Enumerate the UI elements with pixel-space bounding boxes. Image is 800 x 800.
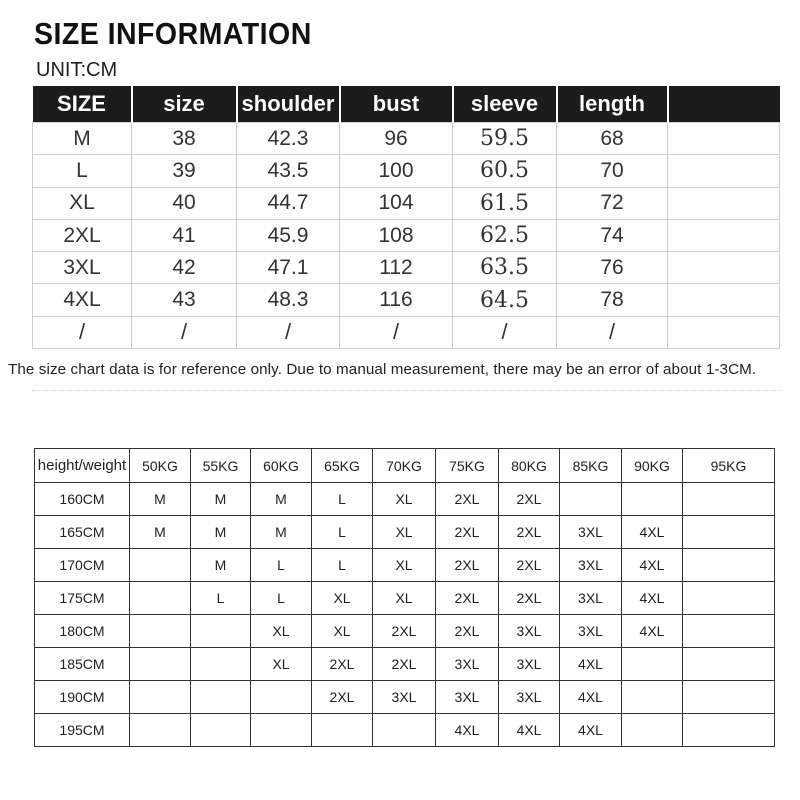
table-cell [668, 252, 780, 284]
table-cell [130, 582, 191, 615]
table-cell: 2XL [312, 681, 373, 714]
table-cell: / [340, 316, 453, 348]
table-cell [251, 714, 312, 747]
table-cell [683, 681, 775, 714]
table-cell: 44.7 [237, 187, 340, 219]
table-cell: 2XL [436, 615, 499, 648]
table-row [35, 615, 775, 648]
table-cell [668, 316, 780, 348]
table-cell [668, 187, 780, 219]
table-cell: M [191, 483, 251, 516]
table-cell: 76 [557, 252, 668, 284]
table-cell: / [237, 316, 340, 348]
table-cell: 3XL [436, 681, 499, 714]
table-row [33, 252, 780, 284]
header-cell: shoulder [237, 86, 340, 123]
table-cell [622, 681, 683, 714]
header-cell: size [132, 86, 237, 123]
table-cell [683, 582, 775, 615]
height-cell: 170CM [35, 549, 130, 582]
table-cell: 38 [132, 123, 237, 155]
table-cell: XL [251, 648, 312, 681]
table-cell: XL [373, 516, 436, 549]
table-cell: XL [312, 615, 373, 648]
table-cell [668, 219, 780, 251]
table-cell: 78 [557, 284, 668, 316]
height-cell: 180CM [35, 615, 130, 648]
table-cell: 108 [340, 219, 453, 251]
table-cell [130, 681, 191, 714]
size-table [32, 86, 780, 349]
table-cell: 60.5 [453, 155, 557, 187]
table-cell: 100 [340, 155, 453, 187]
table-cell [130, 714, 191, 747]
table-cell: 3XL [436, 648, 499, 681]
table-row [35, 549, 775, 582]
table-cell [130, 648, 191, 681]
table-cell: 43 [132, 284, 237, 316]
table-cell: 42 [132, 252, 237, 284]
table-cell: 2XL [312, 648, 373, 681]
table-cell [622, 483, 683, 516]
table-cell: 2XL [33, 219, 132, 251]
table-row [35, 648, 775, 681]
table-cell: 45.9 [237, 219, 340, 251]
table-cell [683, 615, 775, 648]
table-cell: L [312, 516, 373, 549]
table-cell: 61.5 [453, 187, 557, 219]
weight-header-cell: 95KG [683, 449, 775, 483]
table-cell: L [191, 582, 251, 615]
table-cell: 41 [132, 219, 237, 251]
height-cell: 190CM [35, 681, 130, 714]
table-cell [560, 483, 622, 516]
table-cell: 48.3 [237, 284, 340, 316]
table-cell: 112 [340, 252, 453, 284]
table-cell: M [130, 483, 191, 516]
table-cell: 2XL [373, 615, 436, 648]
table-cell: L [312, 549, 373, 582]
table-cell [622, 648, 683, 681]
hw-table-header [35, 449, 775, 483]
table-cell [668, 123, 780, 155]
table-cell: XL [373, 483, 436, 516]
disclaimer-note: The size chart data is for reference only. Due to manual measurement, there may be an error of about 1-3CM. [8, 361, 757, 378]
table-cell: 43.5 [237, 155, 340, 187]
table-cell [130, 615, 191, 648]
table-cell [251, 681, 312, 714]
weight-header-cell: 85KG [560, 449, 622, 483]
table-row [33, 187, 780, 219]
weight-header-cell: 50KG [130, 449, 191, 483]
table-cell [668, 284, 780, 316]
table-cell: 74 [557, 219, 668, 251]
header-cell: length [557, 86, 668, 123]
table-cell: M [251, 483, 312, 516]
size-table-header [33, 86, 780, 123]
table-row [33, 219, 780, 251]
table-cell [191, 648, 251, 681]
table-cell: 4XL [436, 714, 499, 747]
table-row [35, 714, 775, 747]
height-weight-table [34, 448, 775, 747]
table-cell [622, 714, 683, 747]
table-cell: 2XL [373, 648, 436, 681]
table-cell: 3XL [560, 582, 622, 615]
table-cell [683, 516, 775, 549]
table-cell: XL [373, 549, 436, 582]
weight-header-cell: 90KG [622, 449, 683, 483]
table-cell [373, 714, 436, 747]
table-row [33, 316, 780, 348]
table-cell: 3XL [560, 516, 622, 549]
table-cell: XL [251, 615, 312, 648]
table-cell: XL [373, 582, 436, 615]
table-cell: M [33, 123, 132, 155]
table-cell: 70 [557, 155, 668, 187]
table-cell: M [191, 516, 251, 549]
table-cell: 116 [340, 284, 453, 316]
table-cell [312, 714, 373, 747]
table-cell: 39 [132, 155, 237, 187]
weight-header-cell: 75KG [436, 449, 499, 483]
weight-header-cell: 55KG [191, 449, 251, 483]
table-cell: L [33, 155, 132, 187]
table-cell: 2XL [436, 549, 499, 582]
table-cell: M [130, 516, 191, 549]
weight-header-cell: 80KG [499, 449, 560, 483]
table-cell [683, 648, 775, 681]
table-cell: 47.1 [237, 252, 340, 284]
table-cell: 3XL [499, 615, 560, 648]
table-row [35, 582, 775, 615]
table-cell [668, 155, 780, 187]
table-cell: 96 [340, 123, 453, 155]
table-cell: L [312, 483, 373, 516]
corner-cell: height/weight [35, 449, 130, 483]
table-cell: 63.5 [453, 252, 557, 284]
divider [32, 390, 782, 391]
height-cell: 185CM [35, 648, 130, 681]
table-cell: 3XL [373, 681, 436, 714]
table-row [35, 516, 775, 549]
table-cell: L [251, 549, 312, 582]
table-cell: / [557, 316, 668, 348]
table-cell: 4XL [622, 516, 683, 549]
table-row [35, 681, 775, 714]
table-cell: 4XL [622, 582, 683, 615]
page-title: SIZE INFORMATION [34, 16, 312, 51]
table-cell: 4XL [622, 549, 683, 582]
weight-header-cell: 70KG [373, 449, 436, 483]
table-cell: 2XL [499, 582, 560, 615]
table-cell: 2XL [499, 483, 560, 516]
table-cell [683, 483, 775, 516]
table-cell [130, 549, 191, 582]
table-cell: 3XL [499, 648, 560, 681]
table-cell: 4XL [33, 284, 132, 316]
weight-header-cell: 65KG [312, 449, 373, 483]
table-cell: XL [312, 582, 373, 615]
header-cell: SIZE [33, 86, 132, 123]
table-cell: 4XL [499, 714, 560, 747]
table-cell: L [251, 582, 312, 615]
height-cell: 195CM [35, 714, 130, 747]
table-row [33, 155, 780, 187]
table-row [35, 483, 775, 516]
table-cell: 62.5 [453, 219, 557, 251]
table-cell: 40 [132, 187, 237, 219]
table-cell: 4XL [560, 714, 622, 747]
table-cell: 64.5 [453, 284, 557, 316]
table-cell: 2XL [499, 516, 560, 549]
table-cell: 2XL [436, 582, 499, 615]
weight-header-cell: 60KG [251, 449, 312, 483]
header-cell: sleeve [453, 86, 557, 123]
table-cell: 4XL [560, 681, 622, 714]
height-cell: 165CM [35, 516, 130, 549]
header-cell: bust [340, 86, 453, 123]
table-cell: 4XL [622, 615, 683, 648]
table-cell: XL [33, 187, 132, 219]
table-cell [191, 714, 251, 747]
table-cell [683, 549, 775, 582]
table-cell: 3XL [33, 252, 132, 284]
table-cell: 72 [557, 187, 668, 219]
table-cell [683, 714, 775, 747]
table-cell: 68 [557, 123, 668, 155]
table-row [33, 284, 780, 316]
header-cell [668, 86, 780, 123]
table-cell: M [251, 516, 312, 549]
height-cell: 175CM [35, 582, 130, 615]
table-cell: / [453, 316, 557, 348]
table-cell: / [33, 316, 132, 348]
table-cell: 3XL [560, 549, 622, 582]
table-cell [191, 681, 251, 714]
table-cell: 104 [340, 187, 453, 219]
table-cell: 3XL [499, 681, 560, 714]
table-row [33, 123, 780, 155]
table-cell: 2XL [499, 549, 560, 582]
table-cell: M [191, 549, 251, 582]
table-cell: 59.5 [453, 123, 557, 155]
table-cell: 4XL [560, 648, 622, 681]
table-cell: 2XL [436, 483, 499, 516]
table-cell: 2XL [436, 516, 499, 549]
unit-label: UNIT:CM [36, 59, 118, 81]
table-cell: / [132, 316, 237, 348]
height-cell: 160CM [35, 483, 130, 516]
table-cell [191, 615, 251, 648]
table-cell: 42.3 [237, 123, 340, 155]
table-cell: 3XL [560, 615, 622, 648]
